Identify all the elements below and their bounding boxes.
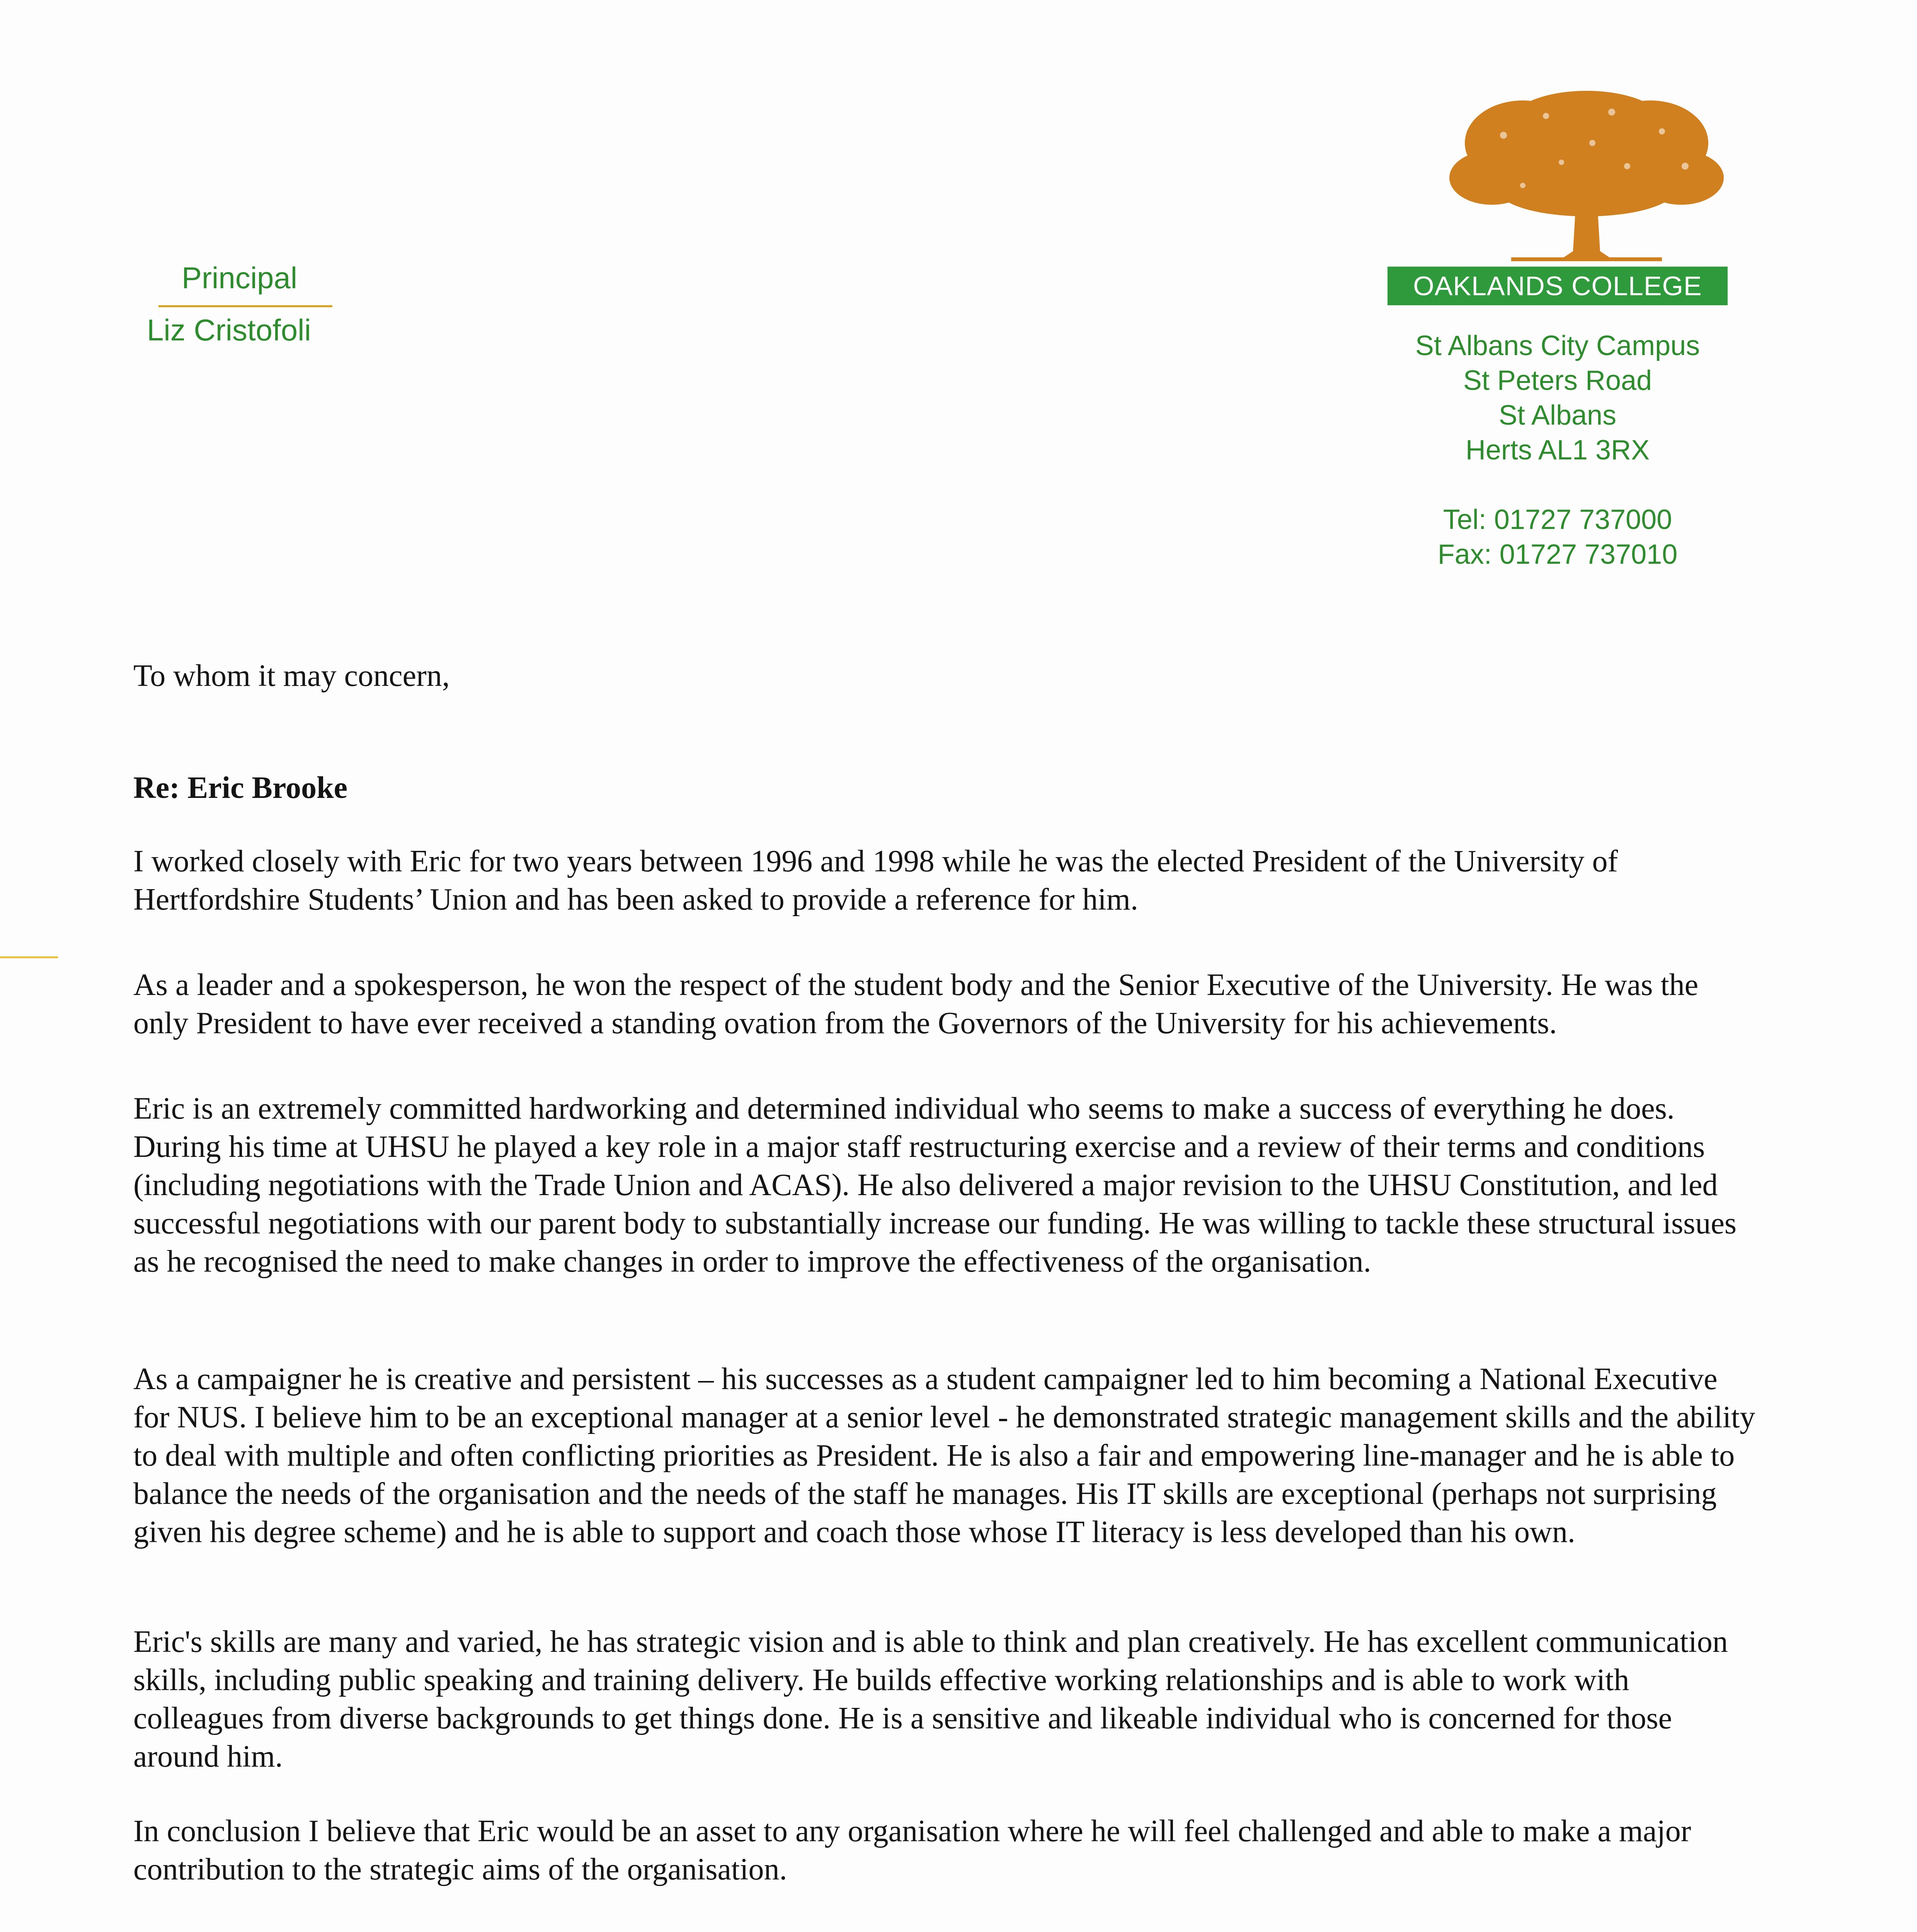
address-line: St Albans [1498,400,1617,431]
college-address [1333,328,1782,468]
body-paragraph: Eric is an extremely committed hardworking and determined individual who seems to make a success of everything he does. During his time at UHSU he played a key role in a major staff restructuring exercise and a review of their terms and conditions (including negotiations with the Trade Union and ACAS). He also delivered a major revision to the UHSU Constitution, and led successful negotiations with our parent body to substantially increase our funding. He was willing to tackle these structural issues as he recognised the need to make changes in order to improve the effectiveness of the organisation. [133,1092,1737,1279]
fold-mark [0,956,58,958]
subject-line: Re: Eric Brooke [133,771,347,805]
college-name-banner: OAKLANDS COLLEGE [1388,267,1728,305]
address-line: St Peters Road [1463,365,1652,396]
body-paragraph: As a leader and a spokesperson, he won the respect of the student body and the Senior Executive of the University. He was the only President to have ever received a standing ovation from the Governors of the University for his achievements. [133,968,1699,1040]
telephone-number: Tel: 01727 737000 [1443,504,1672,535]
body-paragraph: Eric's skills are many and varied, he has strategic vision and is able to think and plan creatively. He has excellent communication skills, including public speaking and training delivery. He builds effective working relationships and is able to work with colleagues from diverse backgrounds to get things done. He is a sensitive and likeable individual who is concerned for those around him. [133,1625,1728,1774]
oak-tree-logo-icon [1445,89,1728,263]
body-paragraph: In conclusion I believe that Eric would be an asset to any organisation where he will feel challenged and able to make a major contribution to the strategic aims of the organisation. [133,1814,1691,1886]
principal-divider [158,305,332,307]
address-line: Herts AL1 3RX [1465,435,1650,466]
fax-number: Fax: 01727 737010 [1437,539,1678,570]
body-paragraph: I worked closely with Eric for two years between 1996 and 1998 while he was the elected President of the University of Hertfordshire Students’ Union and has been asked to provide a reference for him. [133,844,1618,917]
principal-name: Liz Cristofoli [147,313,311,347]
address-line: St Albans City Campus [1415,330,1700,361]
salutation: To whom it may concern, [133,659,450,693]
body-paragraph: As a campaigner he is creative and persistent – his successes as a student campaigner led to him becoming a National Executive for NUS. I believe him to be an exceptional manager at a senior level - he demonstrated strategic management skills and the ability to deal with multiple and often conflicting priorities as President. He is also a fair and empowering line-manager and he is able to balance the needs of the organisation and the needs of the staff he manages. His IT skills are exceptional (perhaps not surprising given his degree scheme) and he is able to support and coach those whose IT literacy is less developed than his own. [133,1362,1755,1549]
college-contact [1333,502,1782,572]
principal-role: Principal [182,261,298,295]
